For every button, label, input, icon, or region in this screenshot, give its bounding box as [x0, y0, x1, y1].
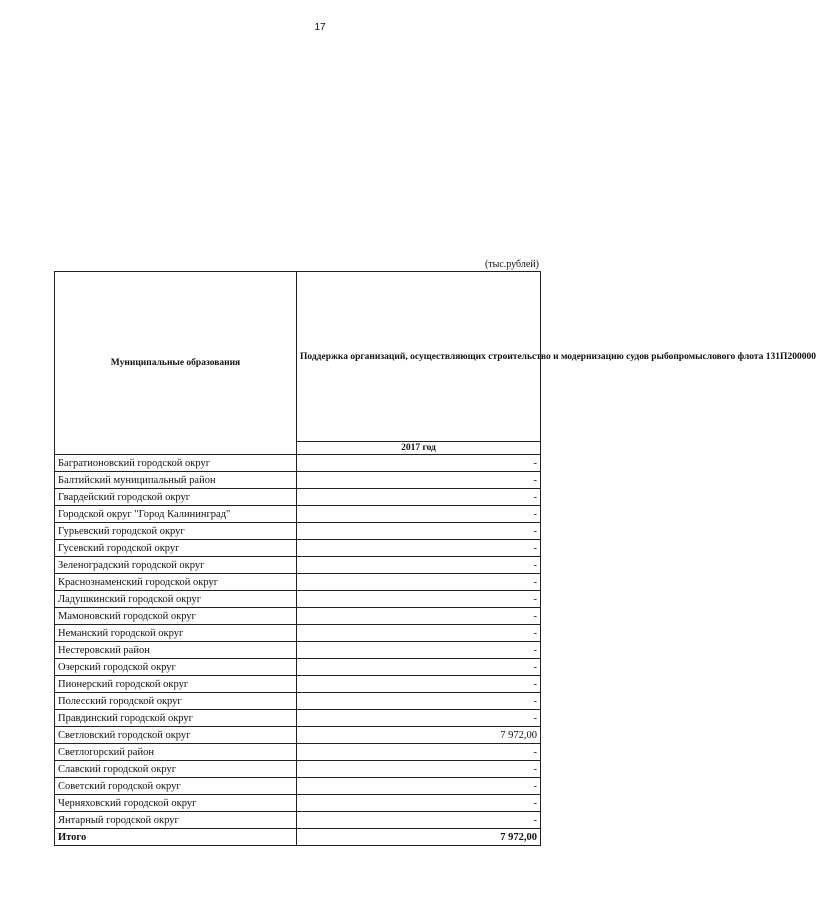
allocation-value: -: [297, 778, 541, 795]
municipality-name: Полесский городской округ: [55, 693, 297, 710]
table-row: [55, 472, 541, 489]
municipality-name: Черняховский городской округ: [55, 795, 297, 812]
municipality-name: Гусевский городской округ: [55, 540, 297, 557]
municipality-name: Пионерский городской округ: [55, 676, 297, 693]
table-row: [55, 489, 541, 506]
allocation-value: -: [297, 591, 541, 608]
table-body: [55, 455, 541, 829]
municipality-name: Светлогорский район: [55, 744, 297, 761]
table-row: [55, 795, 541, 812]
table-row: [55, 557, 541, 574]
allocation-value: -: [297, 676, 541, 693]
allocation-value: -: [297, 744, 541, 761]
table-row: [55, 659, 541, 676]
total-label: Итого: [55, 829, 297, 846]
allocation-value: -: [297, 472, 541, 489]
municipality-name: Гурьевский городской округ: [55, 523, 297, 540]
municipality-name: Городской округ "Город Калининград": [55, 506, 297, 523]
municipality-name: Янтарный городской округ: [55, 812, 297, 829]
municipality-name: Зеленоградский городской округ: [55, 557, 297, 574]
table-row: [55, 455, 541, 472]
municipality-name: Ладушкинский городской округ: [55, 591, 297, 608]
allocation-value: -: [297, 642, 541, 659]
allocation-value: -: [297, 540, 541, 557]
allocation-value: -: [297, 574, 541, 591]
total-value: 7 972,00: [297, 829, 541, 846]
table-row: [55, 523, 541, 540]
allocation-value: -: [297, 710, 541, 727]
column-header-year: 2017 год: [297, 442, 541, 455]
table-row: [55, 727, 541, 744]
table-row: [55, 642, 541, 659]
municipality-name: Гвардейский городской округ: [55, 489, 297, 506]
allocation-value: 7 972,00: [297, 727, 541, 744]
allocation-value: -: [297, 795, 541, 812]
municipality-name: Неманский городской округ: [55, 625, 297, 642]
allocation-value: -: [297, 455, 541, 472]
allocation-value: -: [297, 693, 541, 710]
allocation-value: -: [297, 523, 541, 540]
table-row: [55, 693, 541, 710]
allocation-value: -: [297, 625, 541, 642]
table-row: [55, 625, 541, 642]
units-label: (тыс.рублей): [484, 259, 539, 270]
table-row: [55, 710, 541, 727]
municipality-name: Нестеровский район: [55, 642, 297, 659]
table-row: [55, 812, 541, 829]
table-row: [55, 608, 541, 625]
table-row: [55, 540, 541, 557]
municipality-name: Краснознаменский городской округ: [55, 574, 297, 591]
allocation-value: -: [297, 506, 541, 523]
municipality-name: Мамоновский городской округ: [55, 608, 297, 625]
table-row: [55, 676, 541, 693]
municipality-name: Балтийский муниципальный район: [55, 472, 297, 489]
allocation-table: [54, 271, 816, 846]
total-row: [55, 829, 541, 846]
table-row: [55, 761, 541, 778]
table-row: [55, 744, 541, 761]
municipality-name: Светловский городской округ: [55, 727, 297, 744]
municipality-name: Багратионовский городской округ: [55, 455, 297, 472]
allocation-value: -: [297, 608, 541, 625]
page-number: 17: [314, 22, 326, 33]
table-row: [55, 506, 541, 523]
municipality-name: Советский городской округ: [55, 778, 297, 795]
municipality-name: Озерский городской округ: [55, 659, 297, 676]
municipality-name: Славский городской округ: [55, 761, 297, 778]
table-row: [55, 778, 541, 795]
allocation-value: -: [297, 812, 541, 829]
table-row: [55, 574, 541, 591]
allocation-value: -: [297, 557, 541, 574]
municipality-name: Правдинский городской округ: [55, 710, 297, 727]
header-row: [55, 272, 541, 442]
column-header-municipality: Муниципальные образования: [55, 272, 297, 455]
allocation-value: -: [297, 761, 541, 778]
table-row: [55, 591, 541, 608]
allocation-value: -: [297, 659, 541, 676]
column-header-support: Поддержка организаций, осуществляющих строительство и модернизацию судов рыбопромыслового флота 131П200000: [297, 272, 541, 442]
allocation-value: -: [297, 489, 541, 506]
